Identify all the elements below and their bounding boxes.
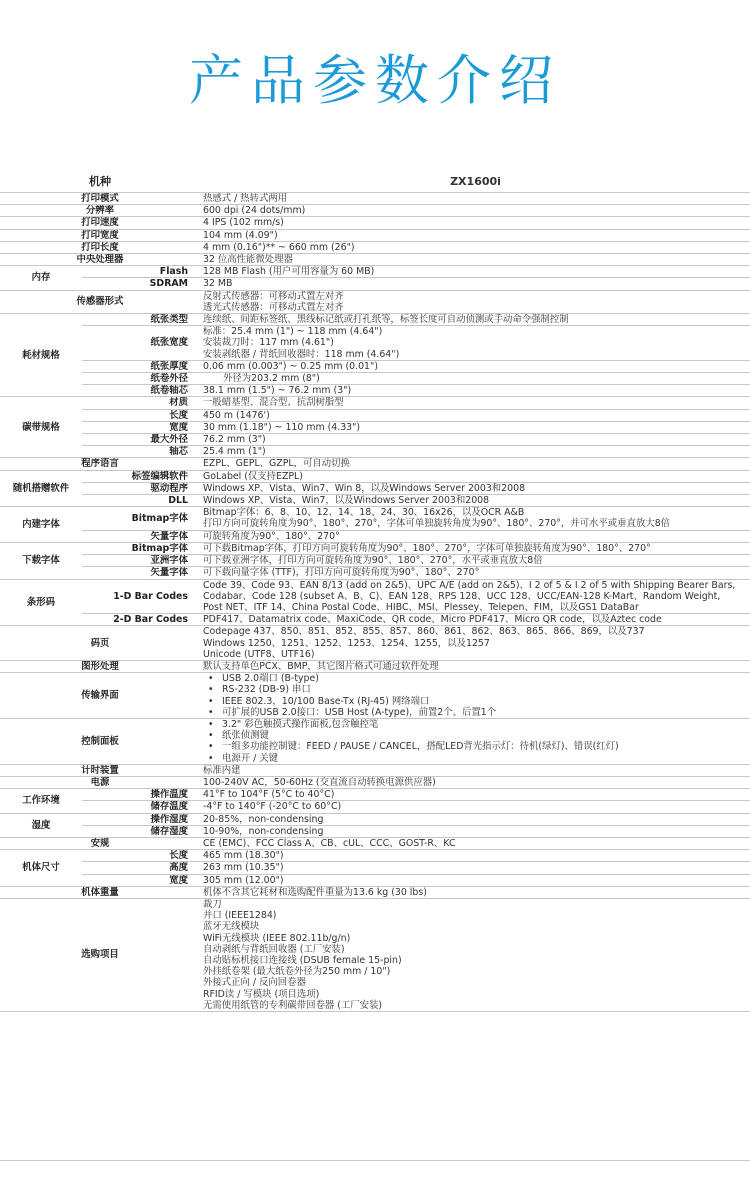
barcode-label: 条形码 [0, 579, 82, 626]
table-row: 打印宽度 104 mm (4.09") [0, 229, 750, 241]
list-item: • 一组多功能控制键：FEED / PAUSE / CANCEL，搭配LED背光指示灯：待机(绿灯)、错误(红灯) [203, 741, 748, 752]
table-row: 纸卷轴芯 38.1 mm (1.5") ~ 76.2 mm (3") [0, 385, 750, 397]
table-row: 2-D Bar Codes PDF417、Datamatrix code、MaxiCode、QR code、Micro PDF417、Micro QR code，以及Aztec code [0, 614, 750, 626]
table-row: 宽度 30 mm (1.18") ~ 110 mm (4.33") [0, 421, 750, 433]
table-row: 码页 Codepage 437、850、851、852、855、857、860、861、862、863、865、866、869，以及737 Windows 1250、1251、1252、1253、1254、1255，以及1257 Unicode (UTF8、UTF16) [0, 626, 750, 661]
model-value: ZX1600i [200, 172, 750, 193]
list-item: 自动贴标机接口连接线 (DSUB female 15-pin) [203, 955, 402, 966]
internal-fonts-label: 内建字体 [0, 507, 82, 543]
list-item: 外挂纸卷架 (最大纸卷外径为250 mm / 10") [203, 966, 391, 978]
table-row: SDRAM 32 MB [0, 278, 750, 290]
memory-label: 内存 [0, 266, 82, 290]
table-row: 控制面板 • 3.2" 彩色触摸式操作面板,包含触控笔 • 纸张侦测键 • 一组多功能控制键：FEED / PAUSE / CANCEL，搭配LED背光指示灯：待机(绿灯)、错误(红灯) • 电源开 / 关键 [0, 718, 750, 764]
table-row: 纸卷外径 外径为203.2 mm (8") [0, 373, 750, 385]
list-item: • USB 2.0端口 (B-type) [203, 673, 748, 684]
table-row: 图形处理 默认支持单色PCX、BMP，其它图片格式可通过软件处理 [0, 660, 750, 672]
table-header-row [0, 172, 750, 193]
list-item: 并口 (IEEE1284) [203, 910, 277, 922]
table-row: 内存 Flash 128 MB Flash (用户可用容量为 60 MB) [0, 266, 750, 278]
table-row: 耗材规格 纸张类型 连续纸、间距标签纸、黑线标记纸或打孔纸等，标签长度可自动侦测或手动命令强制控制 [0, 314, 750, 326]
dimensions-label: 机体尺寸 [0, 850, 82, 887]
list-item: 自动剥纸与背纸回收器 (工厂安装) [203, 943, 345, 955]
list-item: WiFi无线模块 (IEEE 802.11b/g/n) [203, 932, 351, 944]
table-row: DLL Windows XP、Vista、Win7，以及Windows Server 2003和2008 [0, 495, 750, 507]
ribbon-label: 碳带规格 [0, 397, 82, 458]
table-row: 宽度 305 mm (12.00") [0, 874, 750, 886]
media-label: 耗材规格 [0, 314, 82, 397]
model-label: 机种 [0, 172, 200, 193]
table-row: 湿度 操作湿度 20-85%，non-condensing [0, 813, 750, 825]
table-row: 工作环境 操作温度 41°F to 104°F (5°C to 40°C) [0, 789, 750, 801]
table-row: 轴芯 25.4 mm (1") [0, 446, 750, 458]
table-row: 机体尺寸 长度 465 mm (18.30") [0, 850, 750, 862]
page-title: 产品参数介绍 [189, 49, 561, 112]
list-item: • 3.2" 彩色触摸式操作面板,包含触控笔 [203, 719, 748, 730]
list-item: 蓝牙无线模块 [203, 921, 260, 933]
environment-label: 工作环境 [0, 789, 82, 813]
list-item: RFID读 / 写模块 (项目选项) [203, 988, 320, 1000]
table-row: 安规 CE (EMC)、FCC Class A、CB、cUL、CCC、GOST-R、KC [0, 837, 750, 849]
table-row: 高度 263 mm (10.35") [0, 862, 750, 874]
list-item: • RS-232 (DB-9) 串口 [203, 684, 748, 695]
humidity-label: 湿度 [0, 813, 82, 837]
table-row: 储存温度 -4°F to 140°F (-20°C to 60°C) [0, 801, 750, 813]
table-row: 电源 100-240V AC，50-60Hz (交直流自动转换电源供应器) [0, 776, 750, 788]
table-row: 计时装置 标准内建 [0, 764, 750, 776]
table-row: 选购项目 裁刀 并口 (IEEE1284) 蓝牙无线模块 WiFi无线模块 (IEEE 802.11b/g/n) 自动剥纸与背纸回收器 (工厂安装) 自动贴标机接口连接线 (DSUB female 15-pin) 外挂纸卷架 (最大纸卷外径为250 mm / 10") 外接式正向 / 反向回卷器 RFID读 / 写模块 (项目选项) 无需使用纸管的专利碳带回卷器 (工厂安装) [0, 898, 750, 1011]
table-row: 传感器形式 反射式传感器：可移动式置左对齐 透光式传感器：可移动式置左对齐 [0, 290, 750, 313]
table-row: 打印模式 热感式 / 热转式两用 [0, 193, 750, 205]
table-row: 长度 450 m (1476') [0, 409, 750, 421]
list-item: • 纸张侦测键 [203, 730, 748, 741]
table-row: 打印速度 4 IPS (102 mm/s) [0, 217, 750, 229]
table-row: 分辨率 600 dpi (24 dots/mm) [0, 205, 750, 217]
table-row: 中央处理器 32 位高性能微处理器 [0, 254, 750, 266]
table-row: 条形码 1-D Bar Codes Code 39、Code 93、EAN 8/13 (add on 2&5)、UPC A/E (add on 2&5)、I 2 of 5 & I 2 of 5 with Shipping Bearer Bars, Codabar、Code 128 (subset A、B、C)、EAN 128、RPS 128、UCC 128、UCC/EAN-128 K-Mart、Random Weight, Post NET、ITF 14、China Postal Code、HIBC、MSI、Plessey、Telepen、FIM，以及GS1 DataBar [0, 579, 750, 614]
table-row: 程序语言 EZPL、GEPL、GZPL，可自动切换 [0, 458, 750, 470]
list-item: • IEEE 802.3，10/100 Base-Tx (RJ-45) 网络端口 [203, 696, 748, 707]
footer-divider [0, 1160, 750, 1161]
table-row: 储存湿度 10-90%，non-condensing [0, 825, 750, 837]
table-row: 矢量字体 可下载向量字体 (TTF)，打印方向可旋转角度为90°、180°、270° [0, 567, 750, 579]
list-item: • 可扩展的USB 2.0接口：USB Host (A-type)，前置2个、后置1个 [203, 707, 748, 718]
list-item: 外接式正向 / 反向回卷器 [203, 977, 306, 989]
list-item: • 电源开 / 关键 [203, 753, 748, 764]
table-row: 机体重量 机体不含其它耗材和选购配件重量为13.6 kg (30 lbs) [0, 886, 750, 898]
table-row: 纸张厚度 0.06 mm (0.003") ~ 0.25 mm (0.01") [0, 360, 750, 372]
table-row: 传输界面 • USB 2.0端口 (B-type) • RS-232 (DB-9) 串口 • IEEE 802.3，10/100 Base-Tx (RJ-45) 网络端口 • 可扩展的USB 2.0接口：USB Host (A-type)，前置2个、后置1个 [0, 673, 750, 719]
table-row: 驱动程序 Windows XP、Vista、Win7、Win 8，以及Windows Server 2003和2008 [0, 482, 750, 494]
list-item: 裁刀 [203, 898, 222, 910]
table-row: 纸张宽度 标准：25.4 mm (1") ~ 118 mm (4.64") 安装裁刀时：117 mm (4.61") 安装剥纸器 / 背纸回收器时：118 mm (4.64") [0, 326, 750, 361]
spec-table [0, 172, 750, 1012]
table-row: 矢量字体 可旋转角度为90°、180°、270° [0, 530, 750, 542]
table-row: 内建字体 Bitmap字体 Bitmap字体：6、8、10、12、14、18、24、30、16x26，以及OCR A&B 打印方向可旋转角度为90°、180°、270°，字体可单独旋转角度为90°、180°、270°，并可水平或垂直放大8倍 [0, 507, 750, 530]
download-fonts-label: 下载字体 [0, 542, 82, 579]
table-row: 随机搭赠软件 标签编辑软件 GoLabel (仅支持EZPL) [0, 470, 750, 482]
list-item: 无需使用纸管的专利碳带回卷器 (工厂安装) [203, 999, 383, 1011]
table-row: 打印长度 4 mm (0.16")** ~ 660 mm (26") [0, 241, 750, 253]
table-row: 最大外径 76.2 mm (3") [0, 434, 750, 446]
table-row: 亚洲字体 可下载亚洲字体，打印方向可旋转角度为90°、180°、270°，水平或垂直放大8倍 [0, 555, 750, 567]
software-label: 随机搭赠软件 [0, 470, 82, 507]
table-row: 碳带规格 材质 一般蜡基型、混合型、抗刮树脂型 [0, 397, 750, 409]
table-row: 下载字体 Bitmap字体 可下载Bitmap字体，打印方向可旋转角度为90°、180°、270°，字体可单独旋转角度为90°、180°、270° [0, 542, 750, 554]
